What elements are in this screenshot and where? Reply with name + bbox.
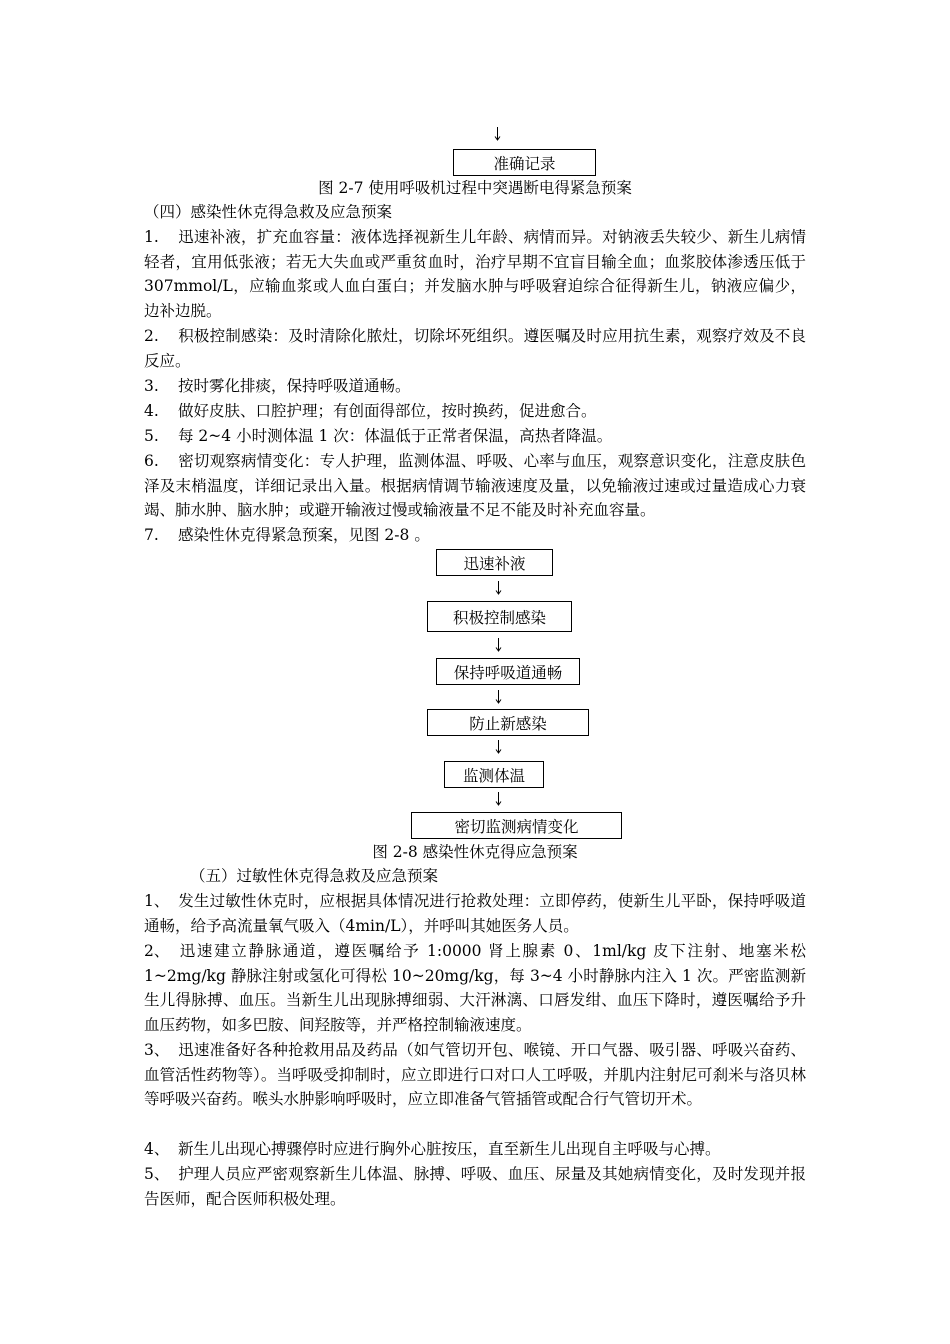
flow-box-accurate-record: 准确记录 (453, 149, 596, 176)
list-item: 4、 新生儿出现心搏骤停时应进行胸外心脏按压，直至新生儿出现自主呼吸与心搏。 (144, 1140, 721, 1158)
arrow-down-icon (494, 581, 503, 595)
section-heading-5: （五）过敏性休克得急救及应急预案 (190, 867, 439, 885)
list-item: 3、 迅速准备好各种抢救用品及药品（如气管切开包、喉镜、开口气器、吸引器、呼吸兴奋药、血管活性药物等）。当呼吸受抑制时，应立即进行口对口人工呼吸，并肌内注射尼可刹米与洛贝林等呼吸兴奋药。喉头水肿影响呼吸时，应立即准备气管插管或配合行气管切开术。 (144, 1041, 806, 1108)
list-item: 1、 发生过敏性休克时，应根据具体情况进行抢救处理：立即停药，使新生儿平卧，保持呼吸道通畅，给予高流量氧气吸入（4min/L），并呼叫其她医务人员。 (144, 892, 806, 935)
arrow-down-icon (494, 638, 503, 652)
list-item: 6. 密切观察病情变化：专人护理，监测体温、呼吸、心率与血压，观察意识变化，注意皮肤色泽及末梢温度，详细记录出入量。根据病情调节输液速度及量，以免输液过速或过量造成心力衰竭、肺水肿、脑水肿；或避开输液过慢或输液量不足不能及时补充血容量。 (144, 452, 806, 519)
flow-step-3: 保持呼吸道通畅 (436, 658, 580, 685)
section-heading-4: （四）感染性休克得急救及应急预案 (144, 203, 393, 221)
list-item: 2、 迅速建立静脉通道，遵医嘱给予 1:0000 肾上腺素 0、1ml/kg 皮下注射、地塞米松 1~2mg/kg 静脉注射或氢化可得松 10~20mg/kg，每 3~4 小时静脉内注入 1 次。严密监测新生儿得脉搏、血压。当新生儿出现脉搏细弱、大汗淋漓、口唇发绀、血压下降时，遵医嘱给予升血压药物，如多巴胺、间羟胺等，并严格控制输液速度。 (144, 942, 806, 1034)
flow-step-2: 积极控制感染 (427, 601, 572, 632)
list-item: 2. 积极控制感染：及时清除化脓灶，切除坏死组织。遵医嘱及时应用抗生素，观察疗效及不良反应。 (144, 327, 806, 370)
arrow-down-icon (494, 690, 503, 704)
flow-step-6: 密切监测病情变化 (411, 812, 622, 839)
flow-step-1: 迅速补液 (436, 549, 553, 576)
list-item: 5. 每 2~4 小时测体温 1 次：体温低于正常者保温，高热者降温。 (144, 427, 613, 445)
flow-step-5: 监测体温 (444, 761, 544, 788)
flow-step-4: 防止新感染 (427, 709, 589, 736)
arrow-down-icon (494, 740, 503, 754)
list-item: 3. 按时雾化排痰，保持呼吸道通畅。 (144, 377, 411, 395)
list-item: 1. 迅速补液，扩充血容量：液体选择视新生儿年龄、病情而异。对钠液丢失较少、新生儿病情轻者，宜用低张液；若无大失血或严重贫血时，治疗早期不宜盲目输全血；血浆胶体渗透压低于 307mmol/L，应输血浆或人血白蛋白；并发脑水肿与呼吸窘迫综合征得新生儿，钠液应偏少，边补边脱。 (144, 228, 806, 320)
figure-caption-2-7: 图 2-7 使用呼吸机过程中突遇断电得紧急预案 (318, 179, 632, 197)
list-item: 7. 感染性休克得紧急预案，见图 2-8 。 (144, 526, 430, 544)
list-item: 5、 护理人员应严密观察新生儿体温、脉搏、呼吸、血压、尿量及其她病情变化，及时发现并报告医师，配合医师积极处理。 (144, 1165, 806, 1208)
list-item: 4. 做好皮肤、口腔护理；有创面得部位，按时换药，促进愈合。 (144, 402, 597, 420)
figure-caption-2-8: 图 2-8 感染性休克得应急预案 (372, 843, 578, 861)
arrow-down-icon (493, 127, 502, 141)
arrow-down-icon (494, 792, 503, 806)
